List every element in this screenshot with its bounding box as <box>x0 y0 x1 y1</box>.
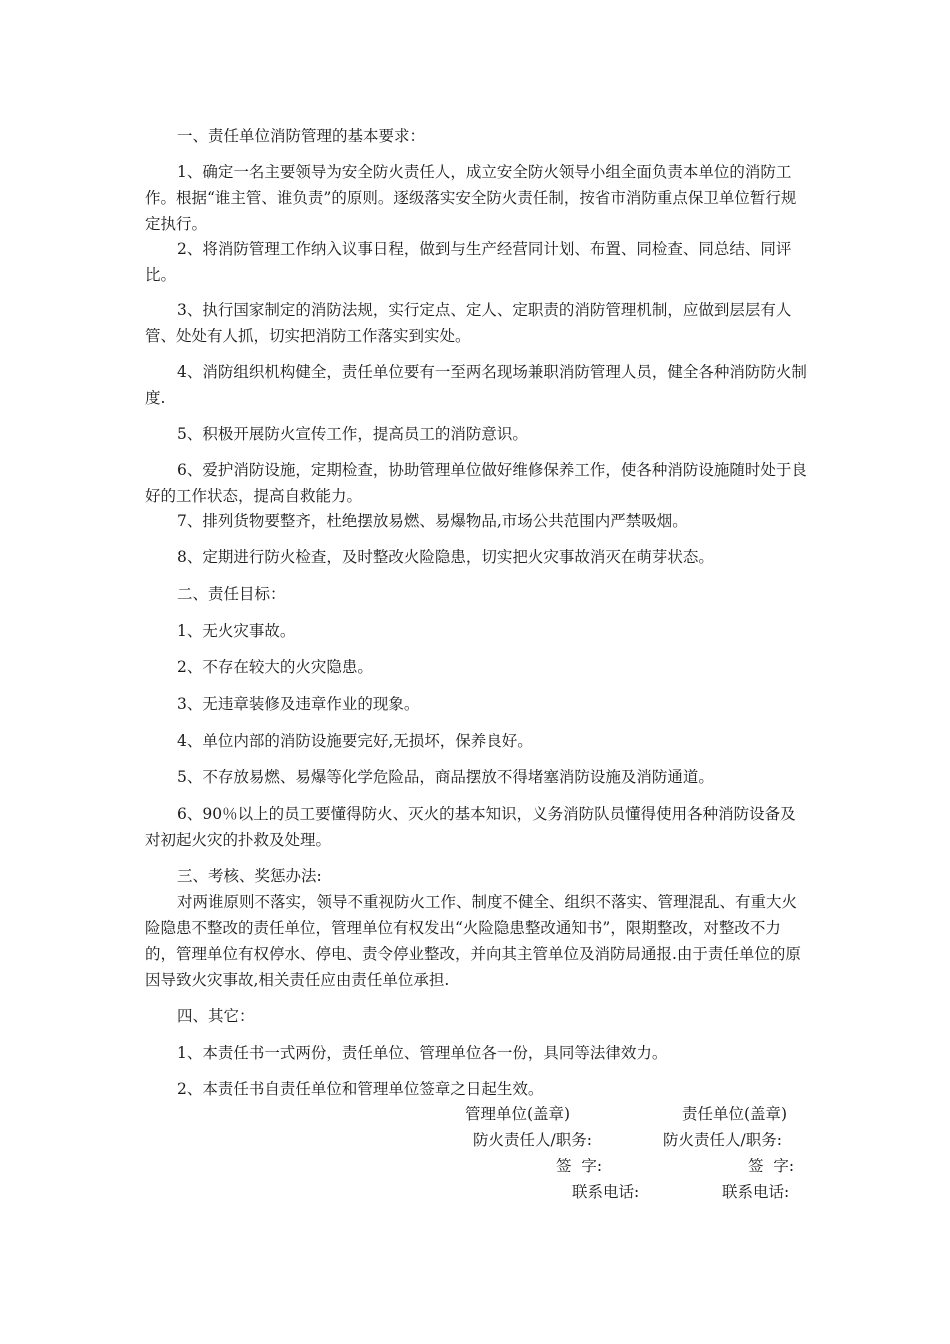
paragraph: 3、无违章装修及违章作业的现象。 <box>177 695 420 713</box>
management-fire-officer: 防火责任人/职务: <box>473 1131 592 1149</box>
paragraph: 4、单位内部的消防设施要完好,无损坏，保养良好。 <box>177 732 533 750</box>
paragraph: 1、确定一名主要领导为安全防火责任人，成立安全防火领导小组全面负责本单位的消防工作。根据“谁主管、谁负责”的原则。逐级落实安全防火责任制，按省市消防重点保卫单位暂行规定执行。 <box>145 163 797 233</box>
paragraph: 3、执行国家制定的消防法规，实行定点、定人、定职责的消防管理机制，应做到层层有人管、处处有人抓，切实把消防工作落实到实处。 <box>145 301 792 345</box>
management-signature: 签 字: <box>556 1157 603 1175</box>
management-unit-seal: 管理单位(盖章) <box>465 1105 571 1123</box>
responsible-signature: 签 字: <box>748 1157 795 1175</box>
paragraph: 1、无火灾事故。 <box>177 622 296 640</box>
paragraph: 2、将消防管理工作纳入议事日程，做到与生产经营同计划、布置、同检查、同总结、同评比。 <box>145 240 792 284</box>
responsible-unit-seal: 责任单位(盖章) <box>682 1105 788 1123</box>
paragraph: 2、不存在较大的火灾隐患。 <box>177 658 373 676</box>
responsible-phone: 联系电话: <box>722 1183 790 1201</box>
paragraph: 2、本责任书自责任单位和管理单位签章之日起生效。 <box>177 1080 544 1098</box>
section-heading-4: 四、其它： <box>177 1007 255 1025</box>
section-heading-2: 二、责任目标： <box>177 585 286 603</box>
responsible-fire-officer: 防火责任人/职务: <box>663 1131 782 1149</box>
paragraph: 6、爱护消防设施，定期检查，协助管理单位做好维修保养工作，使各种消防设施随时处于良好的工作状态，提高自救能力。 <box>145 461 807 505</box>
paragraph: 4、消防组织机构健全，责任单位要有一至两名现场兼职消防管理人员，健全各种消防防火制度. <box>145 363 807 407</box>
section-heading-1: 一、责任单位消防管理的基本要求： <box>177 127 426 145</box>
paragraph: 5、不存放易燃、易爆等化学危险品，商品摆放不得堵塞消防设施及消防通道。 <box>177 768 714 786</box>
paragraph: 5、积极开展防火宣传工作，提高员工的消防意识。 <box>177 425 528 443</box>
paragraph: 6、90％以上的员工要懂得防火、灭火的基本知识，义务消防队员懂得使用各种消防设备及对初起火灾的扑救及处理。 <box>145 805 796 849</box>
management-phone: 联系电话: <box>572 1183 640 1201</box>
paragraph: 8、定期进行防火检查，及时整改火险隐患，切实把火灾事故消灭在萌芽状态。 <box>177 548 714 566</box>
section-heading-3: 三、考核、奖惩办法: <box>177 867 322 885</box>
paragraph: 1、本责任书一式两份，责任单位、管理单位各一份，具同等法律效力。 <box>177 1044 668 1062</box>
paragraph: 7、排列货物要整齐，杜绝摆放易燃、易爆物品,市场公共范围内严禁吸烟。 <box>177 512 688 530</box>
paragraph: 对两谁原则不落实，领导不重视防火工作、制度不健全、组织不落实、管理混乱、有重大火险隐患不整改的责任单位，管理单位有权发出“火险隐患整改通知书”，限期整改，对整改不力的，管理单位有权停水、停电、责令停业整改，并向其主管单位及消防局通报.由于责任单位的原因导致火灾事故,相关责任应由责任单位承担. <box>145 893 801 989</box>
